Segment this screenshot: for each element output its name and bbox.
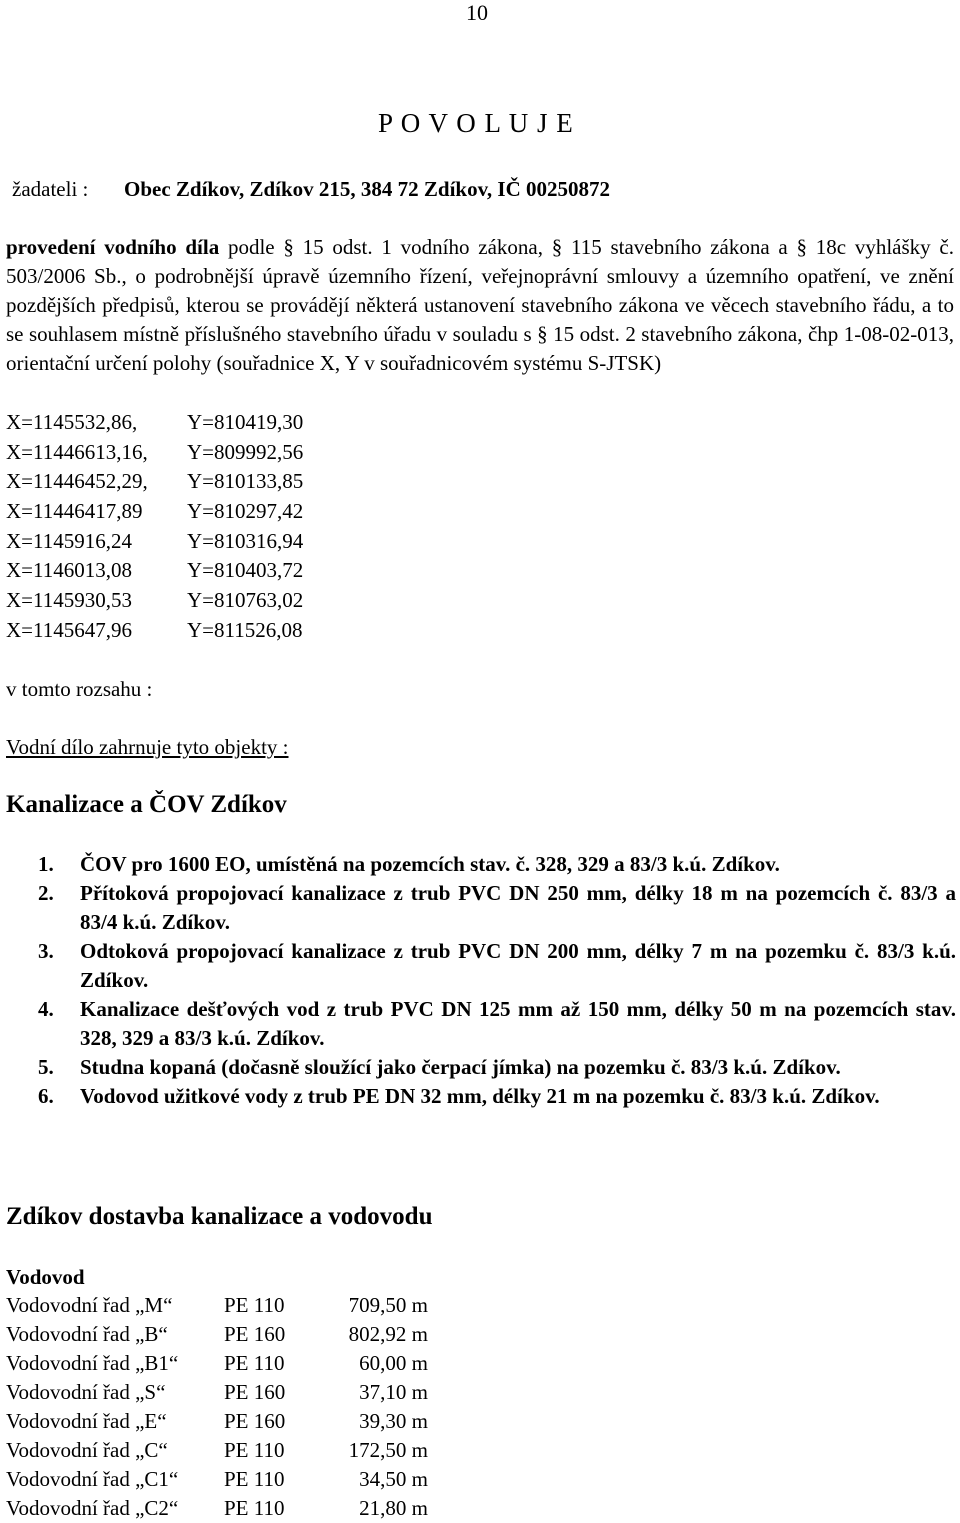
item-number: 1.	[38, 852, 54, 876]
list-item	[38, 1082, 956, 1111]
decision-text: podle § 15 odst. 1 vodního zákona, § 115 stavebního zákona a § 18c vyhlášky č. 503/2006 Sb., o podrobnější úpravě územního řízení, veřejnoprávní smlouvy a územního opatření, ve znění pozdějších předpisů, kterou se provádějí některá ustanovení stavebního zákona ve věcech stavebního řádu, a to se souhlasem místně příslušného stavebního úřadu v souladu s § 15 odst. 2 stavebního zákona, čhp 1-08-02-013, orientační určení polohy (souřadnice X, Y v souřadnicovém systému S-JTSK)	[6, 235, 954, 375]
coordinate-row	[6, 616, 303, 646]
pipe-material: PE 110	[224, 1293, 285, 1317]
pipe-length: 39,30 m	[359, 1409, 428, 1433]
coordinate-row	[6, 467, 303, 497]
pipe-material: PE 160	[224, 1322, 286, 1346]
coordinate-row	[6, 497, 303, 527]
section-title-sewerage: Kanalizace a ČOV Zdíkov	[6, 791, 287, 818]
list-item	[38, 937, 956, 995]
pipe-length: 34,50 m	[359, 1467, 428, 1491]
table-row	[6, 1378, 428, 1407]
coordinate-y: Y=810297,42	[187, 499, 304, 524]
coordinate-y: Y=810419,30	[187, 410, 304, 434]
table-row	[6, 1291, 428, 1320]
decision-heading: P O V O L U J E	[378, 108, 574, 138]
pipe-name: Vodovodní řad „B“	[6, 1322, 168, 1346]
coordinates-list	[6, 408, 303, 646]
coordinate-y: Y=810763,02	[187, 588, 304, 613]
applicant-label: žadateli :	[12, 177, 89, 201]
applicant-value: Obec Zdíkov, Zdíkov 215, 384 72 Zdíkov, IČ 00250872	[124, 177, 611, 201]
pipe-name: Vodovodní řad „B1“	[6, 1351, 179, 1375]
coordinate-y: Y=811526,08	[187, 617, 303, 642]
coordinate-x: X=11446452,29,	[6, 469, 148, 494]
decision-lead: provedení vodního díla	[6, 235, 220, 259]
coordinate-y: Y=809992,56	[187, 439, 304, 464]
table-row	[6, 1494, 428, 1523]
coordinate-row	[6, 438, 303, 468]
item-number: 3.	[38, 939, 54, 963]
pipe-material: PE 110	[224, 1467, 285, 1491]
pipe-length: 802,92 m	[348, 1322, 428, 1346]
pipe-material: PE 110	[224, 1496, 285, 1520]
applicant-line	[12, 175, 610, 203]
coordinate-x: X=1145647,96	[6, 617, 132, 642]
coordinate-x: X=11446613,16,	[6, 439, 148, 464]
decision-paragraph	[6, 233, 954, 378]
pipe-name: Vodovodní řad „C“	[6, 1438, 168, 1462]
pipe-length: 37,10 m	[359, 1380, 428, 1404]
pipe-length: 60,00 m	[359, 1351, 428, 1375]
pipe-name: Vodovodní řad „C1“	[6, 1467, 179, 1491]
coordinate-x: X=11446417,89	[6, 499, 143, 524]
table-row	[6, 1320, 428, 1349]
coordinate-y: Y=810403,72	[187, 558, 304, 583]
coordinate-row	[6, 408, 303, 438]
objects-list	[38, 850, 956, 1111]
pipe-length: 709,50 m	[348, 1293, 428, 1317]
item-number: 5.	[38, 1055, 54, 1079]
pipe-material: PE 160	[224, 1380, 286, 1404]
table-row	[6, 1407, 428, 1436]
item-number: 6.	[38, 1084, 54, 1108]
coordinate-x: X=1145532,86,	[6, 410, 138, 434]
item-text: Přítoková propojovací kanalizace z trub PVC DN 250 mm, délky 18 m na pozemcích č. 83/3 a 83/4 k.ú. Zdíkov.	[80, 881, 956, 934]
coordinate-row	[6, 586, 303, 616]
coordinate-x: X=1145930,53	[6, 588, 132, 613]
table-row	[6, 1465, 428, 1494]
coordinate-row	[6, 527, 303, 557]
list-item	[38, 1053, 956, 1082]
pipe-name: Vodovodní řad „C2“	[6, 1496, 179, 1520]
pipe-length: 172,50 m	[348, 1438, 428, 1462]
item-text: Studna kopaná (dočasně sloužící jako čerpací jímka) na pozemku č. 83/3 k.ú. Zdíkov.	[80, 1055, 841, 1079]
coordinate-x: X=1145916,24	[6, 528, 132, 553]
list-item	[38, 995, 956, 1053]
pipe-name: Vodovodní řad „M“	[6, 1293, 173, 1317]
pipe-material: PE 110	[224, 1438, 285, 1462]
coordinate-y: Y=810133,85	[187, 469, 304, 494]
section-title-extension: Zdíkov dostavba kanalizace a vodovodu	[6, 1203, 433, 1230]
item-text: Odtoková propojovací kanalizace z trub PVC DN 200 mm, délky 7 m na pozemku č. 83/3 k.ú. Zdíkov.	[80, 939, 956, 992]
water-supply-label: Vodovod	[6, 1265, 85, 1289]
table-row	[6, 1436, 428, 1465]
coordinate-y: Y=810316,94	[187, 528, 304, 553]
item-text: Kanalizace dešťových vod z trub PVC DN 125 mm až 150 mm, délky 50 m na pozemcích stav. 328, 329 a 83/3 k.ú. Zdíkov.	[80, 997, 956, 1050]
list-item	[38, 850, 956, 879]
item-number: 2.	[38, 881, 54, 905]
pipes-table	[6, 1291, 428, 1523]
pipe-name: Vodovodní řad „S“	[6, 1380, 166, 1404]
item-text: ČOV pro 1600 EO, umístěná na pozemcích stav. č. 328, 329 a 83/3 k.ú. Zdíkov.	[80, 852, 780, 876]
item-text: Vodovod užitkové vody z trub PE DN 32 mm, délky 21 m na pozemku č. 83/3 k.ú. Zdíkov.	[80, 1084, 880, 1108]
item-number: 4.	[38, 997, 54, 1021]
page-number: 10	[466, 0, 488, 25]
coordinate-row	[6, 556, 303, 586]
pipe-material: PE 110	[224, 1351, 285, 1375]
pipe-name: Vodovodní řad „E“	[6, 1409, 167, 1433]
objects-label: Vodní dílo zahrnuje tyto objekty :	[6, 735, 289, 759]
pipe-material: PE 160	[224, 1409, 286, 1433]
list-item	[38, 879, 956, 937]
scope-label: v tomto rozsahu :	[6, 677, 153, 701]
table-row	[6, 1349, 428, 1378]
coordinate-x: X=1146013,08	[6, 558, 132, 583]
pipe-length: 21,80 m	[359, 1496, 428, 1520]
